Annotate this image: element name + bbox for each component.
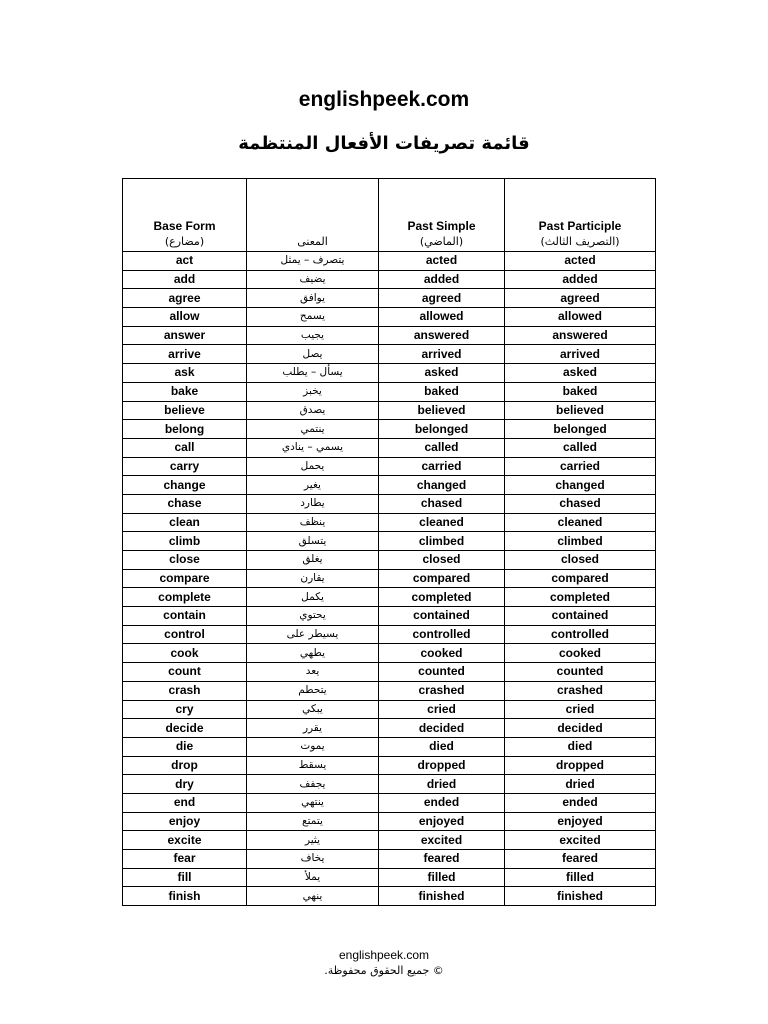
meaning-cell: يموت — [247, 737, 379, 756]
past-simple-cell: allowed — [379, 308, 505, 327]
header-base-form — [123, 179, 247, 252]
base-form-cell: finish — [123, 887, 247, 906]
meaning-cell: يطهي — [247, 644, 379, 663]
table-row — [123, 831, 656, 850]
site-title: englishpeek.com — [298, 88, 470, 111]
header-meaning — [247, 179, 379, 252]
base-form-cell: allow — [123, 308, 247, 327]
past-participle-cell: crashed — [505, 681, 656, 700]
past-simple-cell: answered — [379, 326, 505, 345]
past-simple-cell: cleaned — [379, 513, 505, 532]
meaning-cell: يضيف — [247, 270, 379, 289]
past-participle-cell: closed — [505, 551, 656, 570]
meaning-cell: ينهي — [247, 887, 379, 906]
verbs-table — [122, 178, 656, 906]
base-form-cell: chase — [123, 494, 247, 513]
past-participle-cell: died — [505, 737, 656, 756]
past-simple-cell: dropped — [379, 756, 505, 775]
meaning-cell: يسيطر على — [247, 625, 379, 644]
footer-site: englishpeek.com — [338, 948, 430, 962]
meaning-cell: ينتمي — [247, 420, 379, 439]
base-form-cell: end — [123, 793, 247, 812]
base-form-cell: drop — [123, 756, 247, 775]
past-participle-cell: counted — [505, 663, 656, 682]
past-simple-cell: changed — [379, 476, 505, 495]
base-form-cell: excite — [123, 831, 247, 850]
past-participle-cell: excited — [505, 831, 656, 850]
table-row — [123, 756, 656, 775]
meaning-cell: يسمح — [247, 308, 379, 327]
base-form-cell: dry — [123, 775, 247, 794]
table-row — [123, 270, 656, 289]
header-past-simple-en: Past Simple — [407, 219, 476, 233]
meaning-cell: يعد — [247, 663, 379, 682]
base-form-cell: change — [123, 476, 247, 495]
past-participle-cell: baked — [505, 382, 656, 401]
base-form-cell: belong — [123, 420, 247, 439]
past-simple-cell: feared — [379, 850, 505, 869]
table-row — [123, 364, 656, 383]
base-form-cell: act — [123, 252, 247, 271]
base-form-cell: close — [123, 551, 247, 570]
past-participle-cell: completed — [505, 588, 656, 607]
base-form-cell: bake — [123, 382, 247, 401]
past-participle-cell: allowed — [505, 308, 656, 327]
past-simple-cell: added — [379, 270, 505, 289]
past-participle-cell: climbed — [505, 532, 656, 551]
table-row — [123, 775, 656, 794]
header-base-form-ar: (مضارع) — [164, 235, 205, 248]
past-simple-cell: chased — [379, 494, 505, 513]
table-row — [123, 382, 656, 401]
meaning-cell: يقرر — [247, 719, 379, 738]
past-participle-cell: feared — [505, 850, 656, 869]
past-participle-cell: acted — [505, 252, 656, 271]
past-participle-cell: finished — [505, 887, 656, 906]
table-row — [123, 887, 656, 906]
meaning-cell: يحمل — [247, 457, 379, 476]
past-simple-cell: enjoyed — [379, 812, 505, 831]
past-simple-cell: agreed — [379, 289, 505, 308]
page-title: قائمة تصريفات الأفعال المنتظمة — [238, 133, 530, 154]
table-row — [123, 569, 656, 588]
table-row — [123, 737, 656, 756]
table-row — [123, 588, 656, 607]
table-row — [123, 252, 656, 271]
past-participle-cell: added — [505, 270, 656, 289]
base-form-cell: carry — [123, 457, 247, 476]
meaning-cell: يطارد — [247, 494, 379, 513]
past-simple-cell: ended — [379, 793, 505, 812]
table-row — [123, 700, 656, 719]
past-participle-cell: belonged — [505, 420, 656, 439]
table-row — [123, 494, 656, 513]
table-row — [123, 513, 656, 532]
meaning-cell: يجيب — [247, 326, 379, 345]
past-participle-cell: dried — [505, 775, 656, 794]
header-past-participle-en: Past Participle — [538, 219, 622, 233]
base-form-cell: climb — [123, 532, 247, 551]
meaning-cell: يغلق — [247, 551, 379, 570]
table-row — [123, 644, 656, 663]
past-simple-cell: called — [379, 438, 505, 457]
past-participle-cell: believed — [505, 401, 656, 420]
past-simple-cell: crashed — [379, 681, 505, 700]
header-past-simple-ar: (الماضي) — [419, 235, 464, 248]
base-form-cell: die — [123, 737, 247, 756]
base-form-cell: believe — [123, 401, 247, 420]
meaning-cell: يبكي — [247, 700, 379, 719]
meaning-cell: يملأ — [247, 868, 379, 887]
past-participle-cell: ended — [505, 793, 656, 812]
past-simple-cell: counted — [379, 663, 505, 682]
table-row — [123, 476, 656, 495]
table-row — [123, 438, 656, 457]
past-participle-cell: decided — [505, 719, 656, 738]
table-row — [123, 532, 656, 551]
meaning-cell: يوافق — [247, 289, 379, 308]
past-simple-cell: decided — [379, 719, 505, 738]
footer-copyright: © جميع الحقوق محفوظة. — [324, 964, 444, 977]
meaning-cell: يغير — [247, 476, 379, 495]
base-form-cell: arrive — [123, 345, 247, 364]
past-simple-cell: climbed — [379, 532, 505, 551]
past-participle-cell: enjoyed — [505, 812, 656, 831]
past-simple-cell: filled — [379, 868, 505, 887]
meaning-cell: يصدق — [247, 401, 379, 420]
table-row — [123, 719, 656, 738]
base-form-cell: cook — [123, 644, 247, 663]
meaning-cell: يجفف — [247, 775, 379, 794]
table-row — [123, 850, 656, 869]
meaning-cell: يخبز — [247, 382, 379, 401]
past-participle-cell: agreed — [505, 289, 656, 308]
base-form-cell: agree — [123, 289, 247, 308]
past-participle-cell: asked — [505, 364, 656, 383]
past-simple-cell: acted — [379, 252, 505, 271]
base-form-cell: control — [123, 625, 247, 644]
table-row — [123, 793, 656, 812]
past-participle-cell: chased — [505, 494, 656, 513]
meaning-cell: يكمل — [247, 588, 379, 607]
base-form-cell: compare — [123, 569, 247, 588]
meaning-cell: يصل — [247, 345, 379, 364]
past-participle-cell: answered — [505, 326, 656, 345]
header-past-simple — [379, 179, 505, 252]
table-row — [123, 607, 656, 626]
header-past-participle-ar: (التصريف الثالث) — [540, 235, 620, 248]
table-row — [123, 326, 656, 345]
meaning-cell: يتسلق — [247, 532, 379, 551]
past-participle-cell: contained — [505, 607, 656, 626]
past-participle-cell: carried — [505, 457, 656, 476]
past-simple-cell: cried — [379, 700, 505, 719]
past-simple-cell: finished — [379, 887, 505, 906]
base-form-cell: call — [123, 438, 247, 457]
past-simple-cell: arrived — [379, 345, 505, 364]
table-header-row — [123, 179, 656, 252]
base-form-cell: answer — [123, 326, 247, 345]
past-participle-cell: controlled — [505, 625, 656, 644]
header-base-form-en: Base Form — [153, 219, 216, 233]
past-simple-cell: carried — [379, 457, 505, 476]
past-participle-cell: called — [505, 438, 656, 457]
base-form-cell: crash — [123, 681, 247, 700]
header-meaning-ar: المعنى — [297, 235, 328, 248]
past-participle-cell: dropped — [505, 756, 656, 775]
base-form-cell: decide — [123, 719, 247, 738]
past-simple-cell: asked — [379, 364, 505, 383]
base-form-cell: clean — [123, 513, 247, 532]
base-form-cell: fear — [123, 850, 247, 869]
meaning-cell: يسأل – يطلب — [247, 364, 379, 383]
meaning-cell: يسمي – ينادي — [247, 438, 379, 457]
past-simple-cell: died — [379, 737, 505, 756]
base-form-cell: enjoy — [123, 812, 247, 831]
table-row — [123, 551, 656, 570]
base-form-cell: ask — [123, 364, 247, 383]
table-row — [123, 663, 656, 682]
meaning-cell: يتحطم — [247, 681, 379, 700]
base-form-cell: count — [123, 663, 247, 682]
meaning-cell: يثير — [247, 831, 379, 850]
meaning-cell: يسقط — [247, 756, 379, 775]
past-simple-cell: completed — [379, 588, 505, 607]
past-simple-cell: compared — [379, 569, 505, 588]
meaning-cell: يتمتع — [247, 812, 379, 831]
table-row — [123, 457, 656, 476]
table-row — [123, 401, 656, 420]
base-form-cell: cry — [123, 700, 247, 719]
meaning-cell: يخاف — [247, 850, 379, 869]
table-row — [123, 625, 656, 644]
meaning-cell: ينظف — [247, 513, 379, 532]
meaning-cell: يتصرف – يمثل — [247, 252, 379, 271]
past-participle-cell: compared — [505, 569, 656, 588]
past-simple-cell: dried — [379, 775, 505, 794]
table-row — [123, 420, 656, 439]
table-row — [123, 681, 656, 700]
past-simple-cell: excited — [379, 831, 505, 850]
past-participle-cell: changed — [505, 476, 656, 495]
header-past-participle — [505, 179, 656, 252]
base-form-cell: complete — [123, 588, 247, 607]
table-body — [123, 252, 656, 906]
base-form-cell: add — [123, 270, 247, 289]
past-simple-cell: believed — [379, 401, 505, 420]
past-simple-cell: contained — [379, 607, 505, 626]
past-participle-cell: arrived — [505, 345, 656, 364]
table-row — [123, 868, 656, 887]
base-form-cell: contain — [123, 607, 247, 626]
past-simple-cell: baked — [379, 382, 505, 401]
table-row — [123, 289, 656, 308]
meaning-cell: يحتوي — [247, 607, 379, 626]
base-form-cell: fill — [123, 868, 247, 887]
table-row — [123, 812, 656, 831]
past-participle-cell: cooked — [505, 644, 656, 663]
meaning-cell: يقارن — [247, 569, 379, 588]
meaning-cell: ينتهي — [247, 793, 379, 812]
past-simple-cell: cooked — [379, 644, 505, 663]
past-simple-cell: belonged — [379, 420, 505, 439]
past-participle-cell: filled — [505, 868, 656, 887]
past-participle-cell: cleaned — [505, 513, 656, 532]
past-simple-cell: closed — [379, 551, 505, 570]
table-row — [123, 308, 656, 327]
table-row — [123, 345, 656, 364]
past-simple-cell: controlled — [379, 625, 505, 644]
past-participle-cell: cried — [505, 700, 656, 719]
